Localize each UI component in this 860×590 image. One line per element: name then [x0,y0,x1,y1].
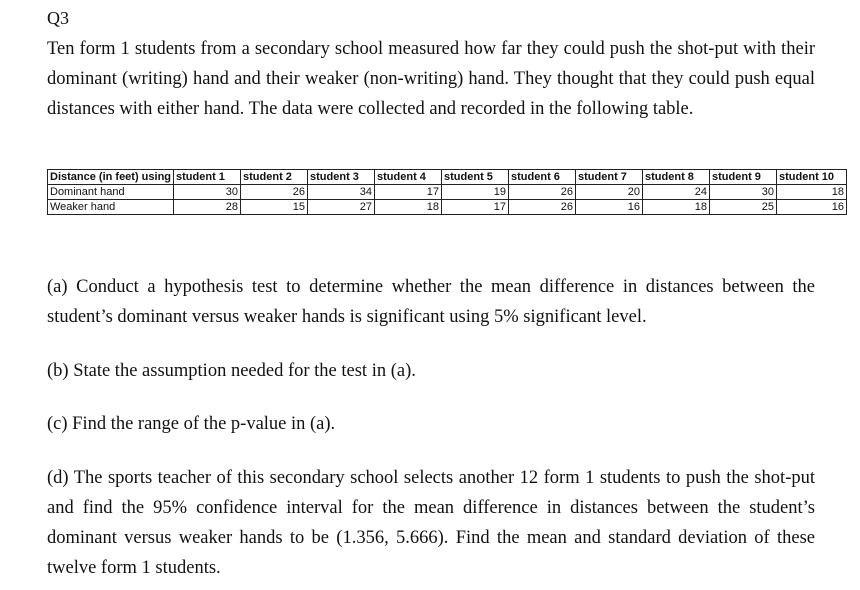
question-part-d: (d) The sports teacher of this secondary school selects another 12 form 1 students to push the shot-put and find the 95% confidence interval for the mean difference in distances between the student’s dominant versus weaker hands to be (1.356, 5.666). Find the mean and standard deviation of these twelve form 1 students. [47,468,815,578]
table-cell: 26 [241,185,308,200]
column-header: student 3 [308,170,375,185]
table-cell: 28 [174,200,241,215]
question-part-a: (a) Conduct a hypothesis test to determine whether the mean difference in distances between the student’s dominant versus weaker hands is significant using 5% significant level. [47,277,815,327]
table-cell: 17 [375,185,442,200]
column-header: student 1 [174,170,241,185]
table-row [48,185,847,200]
column-header: student 10 [777,170,847,185]
question-part-b: (b) State the assumption needed for the test in (a). [47,361,416,381]
table-corner-header: Distance (in feet) using [48,170,174,185]
table-cell: 27 [308,200,375,215]
table-cell: 18 [777,185,847,200]
table-cell: 19 [442,185,509,200]
table-cell: 26 [509,200,576,215]
distance-table [47,169,847,215]
column-header: student 4 [375,170,442,185]
table-cell: 24 [643,185,710,200]
table-cell: 34 [308,185,375,200]
column-header: student 8 [643,170,710,185]
table-cell: 17 [442,200,509,215]
table-cell: 18 [643,200,710,215]
column-header: student 7 [576,170,643,185]
table-cell: 20 [576,185,643,200]
table-cell: 25 [710,200,777,215]
column-header: student 5 [442,170,509,185]
table-cell: 30 [710,185,777,200]
question-part-c: (c) Find the range of the p-value in (a). [47,414,336,434]
column-header: student 6 [509,170,576,185]
column-header: student 2 [241,170,308,185]
column-header: student 9 [710,170,777,185]
table-cell: 26 [509,185,576,200]
table-row [48,200,847,215]
table-cell: 16 [777,200,847,215]
table-cell: 30 [174,185,241,200]
table-cell: 18 [375,200,442,215]
question-intro: Ten form 1 students from a secondary school measured how far they could push the shot-put with their dominant (writing) hand and their weaker (non-writing) hand. They thought that they could push equal distances with either hand. The data were collected and recorded in the following table. [47,39,815,119]
row-label: Weaker hand [48,200,174,215]
table-cell: 15 [241,200,308,215]
row-label: Dominant hand [48,185,174,200]
table-header-row [48,170,847,185]
table-cell: 16 [576,200,643,215]
question-number: Q3 [47,8,69,28]
